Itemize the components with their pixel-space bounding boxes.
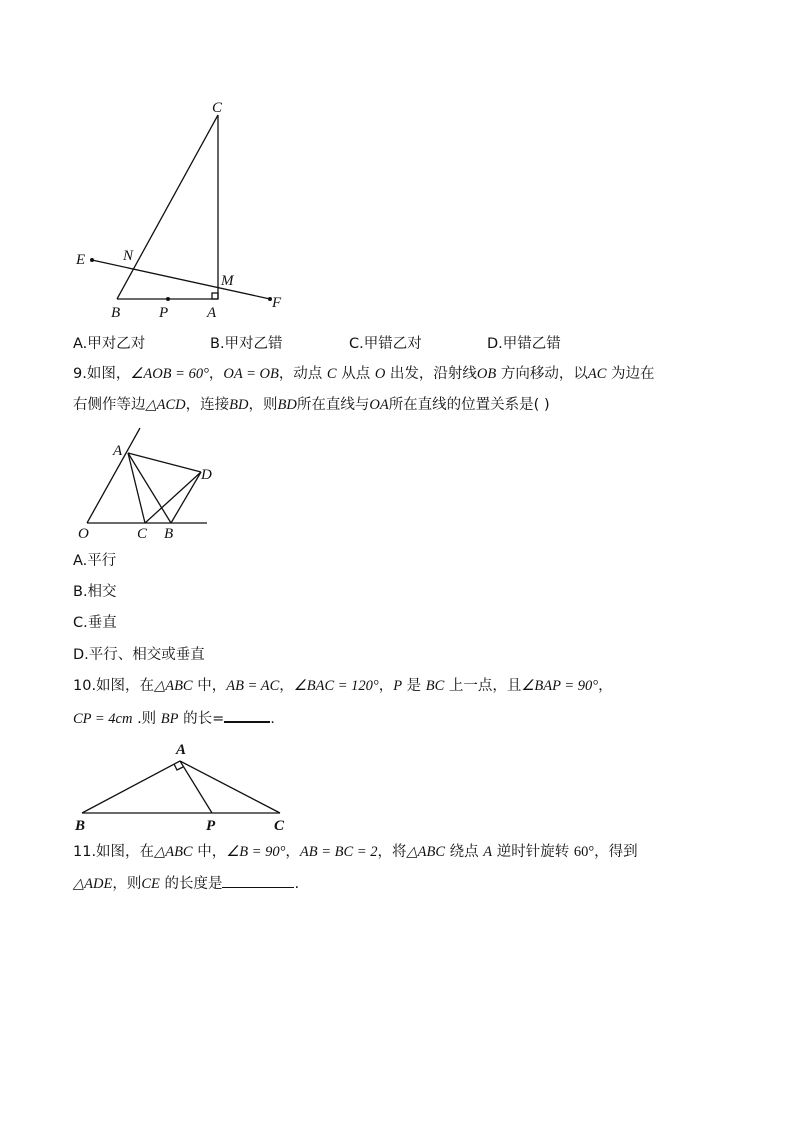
label-b: B (111, 305, 121, 321)
label-d: D (201, 467, 212, 483)
q9-option-b[interactable]: B.相交 (73, 584, 117, 600)
figure-triangle-abp (70, 738, 300, 836)
label-n: N (123, 248, 134, 264)
label-a: A (176, 742, 187, 758)
figure-triangle-efmn (70, 95, 300, 325)
figure-equilateral-acd (70, 422, 220, 547)
q8-option-d[interactable]: D.甲错乙错 (487, 336, 561, 352)
q9-line-1: 9.如图，∠AOB = 60°，OA = OB，动点 C 从点 O 出发，沿射线OB 方向移动，以AC 为边在 (73, 366, 655, 382)
q11-line-1: 11.如图，在△ABC 中，∠B = 90°，AB = BC = 2，将△ABC 绕点 A 逆时针旋转 60°，得到 (73, 844, 638, 860)
q9-option-a[interactable]: A.平行 (73, 553, 117, 569)
q8-option-c[interactable]: C.甲错乙对 (349, 336, 422, 352)
q11-answer-blank[interactable] (222, 873, 294, 888)
q8-option-b[interactable]: B.甲对乙错 (210, 336, 283, 352)
q9-option-d[interactable]: D.平行、相交或垂直 (73, 647, 205, 663)
label-b: B (164, 526, 174, 542)
label-o: O (78, 526, 89, 542)
label-p: P (159, 305, 169, 321)
label-e: E (76, 252, 86, 268)
q10-line-1: 10.如图，在△ABC 中，AB = AC，∠BAC = 120°，P 是 BC 上一点，且∠BAP = 90°， (73, 678, 613, 694)
label-a: A (113, 443, 123, 459)
label-c: C (212, 100, 223, 116)
q8-option-a[interactable]: A.甲对乙对 (73, 336, 146, 352)
label-b: B (75, 818, 86, 834)
label-c: C (137, 526, 148, 542)
q9-line-2: 右侧作等边△ACD，连接BD，则BD所在直线与OA所在直线的位置关系是( ) (73, 397, 550, 413)
q11-line-2: △ADE，则CE 的长度是 . (73, 873, 299, 894)
label-f: F (272, 295, 282, 311)
q10-answer-blank[interactable] (224, 707, 270, 723)
label-m: M (221, 273, 234, 289)
q9-option-c[interactable]: C.垂直 (73, 615, 117, 631)
q10-line-2: CP = 4cm .则 BP 的长= . (73, 707, 275, 729)
label-c: C (274, 818, 285, 834)
label-a: A (207, 305, 217, 321)
label-p: P (206, 818, 216, 834)
